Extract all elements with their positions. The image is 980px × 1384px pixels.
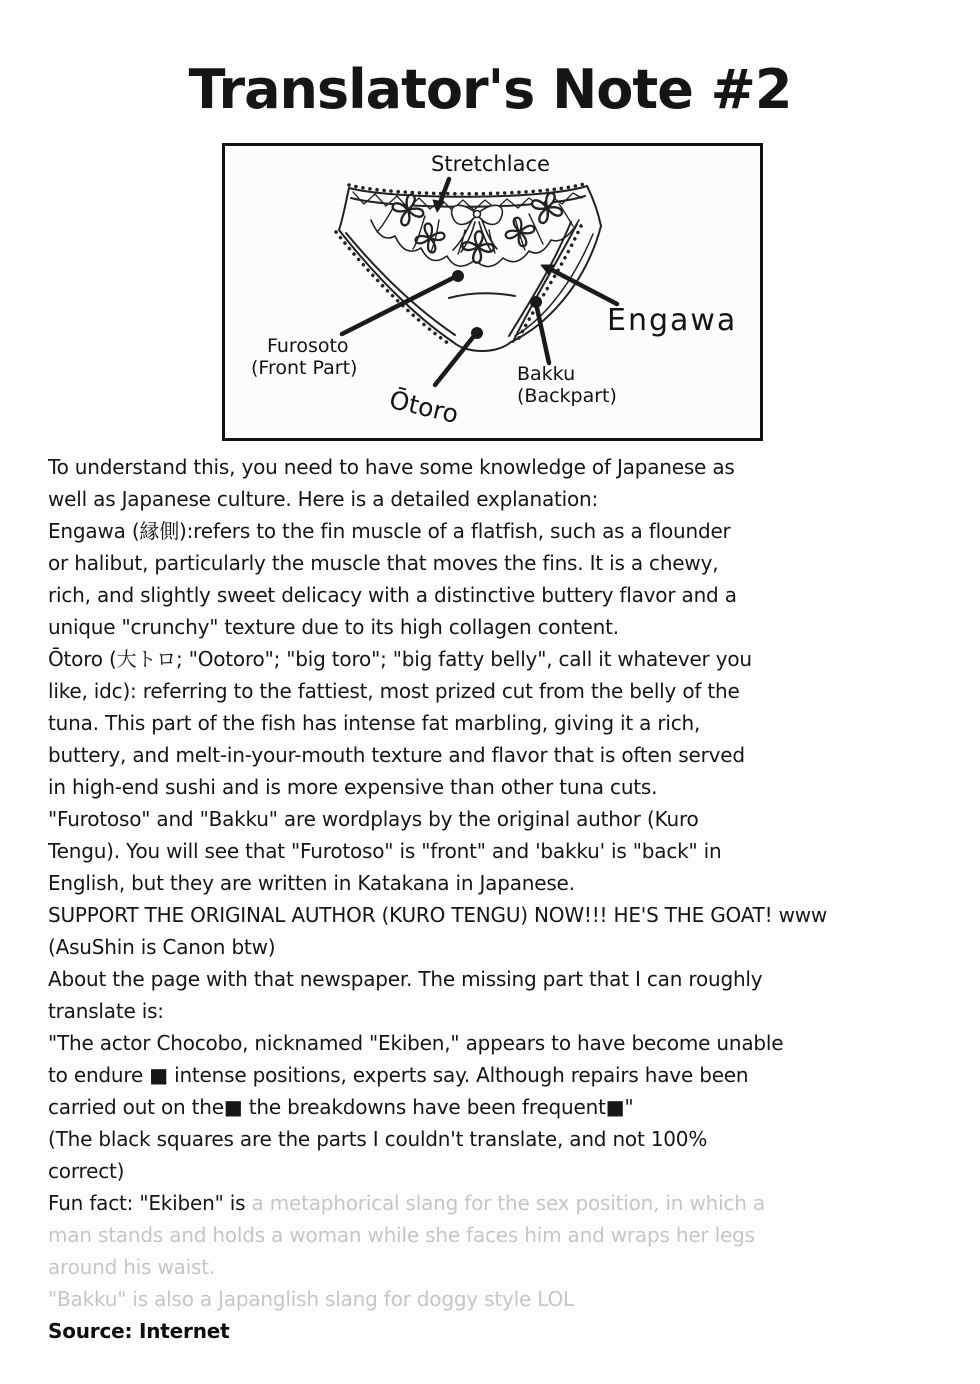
body-line xyxy=(48,1059,958,1091)
body-line xyxy=(48,547,958,579)
body-line-segment: tuna. This part of the fish has intense fat marbling, giving it a rich, xyxy=(48,711,701,735)
body-line xyxy=(48,899,958,931)
body-line-segment: (The black squares are the parts I couldn't translate, and not 100% xyxy=(48,1127,708,1151)
body-line-segment: "Bakku" is also a Japanglish slang for doggy style LOL xyxy=(48,1287,574,1311)
body-line xyxy=(48,1219,958,1251)
body-line xyxy=(48,995,958,1027)
arrow-otoro xyxy=(435,328,483,386)
body-line-segment: carried out on the■ the breakdowns have been frequent■" xyxy=(48,1095,634,1119)
body-line xyxy=(48,707,958,739)
page-title: Translator's Note #2 xyxy=(188,58,792,121)
body-line-segment: Tengu). You will see that "Furotoso" is "front" and 'bakku' is "back" in xyxy=(48,839,722,863)
body-line-segment: "Furotoso" and "Bakku" are wordplays by the original author (Kuro xyxy=(48,807,699,831)
body-line xyxy=(48,1315,958,1347)
body-line xyxy=(48,1123,958,1155)
body-line-segment: Engawa (縁側):refers to the fin muscle of a flatfish, such as a flounder xyxy=(48,519,731,543)
label-bakku-sub: (Backpart) xyxy=(517,384,617,407)
body-line-segment: buttery, and melt-in-your-mouth texture and flavor that is often served xyxy=(48,743,745,767)
arrow-engawa xyxy=(541,265,617,304)
arrow-furosoto xyxy=(342,271,464,335)
body-line-segment: like, idc): referring to the fattiest, most prized cut from the belly of the xyxy=(48,679,740,703)
body-line xyxy=(48,1091,958,1123)
body-line xyxy=(48,515,958,547)
body-line xyxy=(48,963,958,995)
body-line xyxy=(48,675,958,707)
body-line-segment: Ōtoro (大トロ; "Ootoro"; "big toro"; "big fatty belly", call it whatever you xyxy=(48,647,752,671)
body-line-segment: correct) xyxy=(48,1159,125,1183)
body-line xyxy=(48,1187,958,1219)
body-line xyxy=(48,771,958,803)
note-body xyxy=(48,451,958,1347)
body-line-segment: Source: Internet xyxy=(48,1319,230,1343)
body-line-segment: English, but they are written in Katakana in Japanese. xyxy=(48,871,575,895)
body-line-segment: man stands and holds a woman while she faces him and wraps her legs xyxy=(48,1223,755,1247)
body-line xyxy=(48,803,958,835)
body-line xyxy=(48,867,958,899)
body-line-segment: a metaphorical slang for the sex position, in which a xyxy=(251,1191,765,1215)
label-furosoto xyxy=(251,336,357,380)
label-furosoto-sub: (Front Part) xyxy=(251,356,358,379)
label-bakku xyxy=(517,364,617,408)
label-stretchlace: Stretchlace xyxy=(431,152,550,176)
body-line xyxy=(48,1027,958,1059)
body-line xyxy=(48,835,958,867)
body-line-segment: To understand this, you need to have some knowledge of Japanese as xyxy=(48,455,735,479)
body-line xyxy=(48,1251,958,1283)
label-furosoto-name: Furosoto xyxy=(267,335,349,357)
body-line xyxy=(48,739,958,771)
diagram-panel xyxy=(222,143,763,441)
body-line-segment: (AsuShin is Canon btw) xyxy=(48,935,276,959)
body-line xyxy=(48,1155,958,1187)
label-bakku-name: Bakku xyxy=(517,363,576,385)
panties-illustration xyxy=(225,146,760,438)
crotch-seams xyxy=(449,293,515,298)
body-line xyxy=(48,483,958,515)
body-line-segment: or halibut, particularly the muscle that moves the fins. It is a chewy, xyxy=(48,551,719,575)
label-otoro: Ōtoro xyxy=(386,385,462,429)
body-line-segment: in high-end sushi and is more expensive than other tuna cuts. xyxy=(48,775,658,799)
body-line xyxy=(48,579,958,611)
body-line-segment: rich, and slightly sweet delicacy with a distinctive buttery flavor and a xyxy=(48,583,737,607)
body-line-segment: unique "crunchy" texture due to its high collagen content. xyxy=(48,615,619,639)
body-line xyxy=(48,1283,958,1315)
body-line-segment: well as Japanese culture. Here is a detailed explanation: xyxy=(48,487,599,511)
label-engawa: Engawa xyxy=(607,303,738,338)
body-line-segment: About the page with that newspaper. The missing part that I can roughly xyxy=(48,967,763,991)
body-line-segment: around his waist. xyxy=(48,1255,216,1279)
body-line xyxy=(48,611,958,643)
body-line-segment: to endure ■ intense positions, experts say. Although repairs have been xyxy=(48,1063,749,1087)
body-line-segment: "The actor Chocobo, nicknamed "Ekiben," appears to have become unable xyxy=(48,1031,784,1055)
body-line-segment: SUPPORT THE ORIGINAL AUTHOR (KURO TENGU) NOW!!! HE'S THE GOAT! www xyxy=(48,903,828,927)
body-line xyxy=(48,931,958,963)
body-line xyxy=(48,451,958,483)
body-line xyxy=(48,643,958,675)
body-line-segment: translate is: xyxy=(48,999,164,1023)
body-line-segment: Fun fact: "Ekiben" is xyxy=(48,1191,252,1215)
